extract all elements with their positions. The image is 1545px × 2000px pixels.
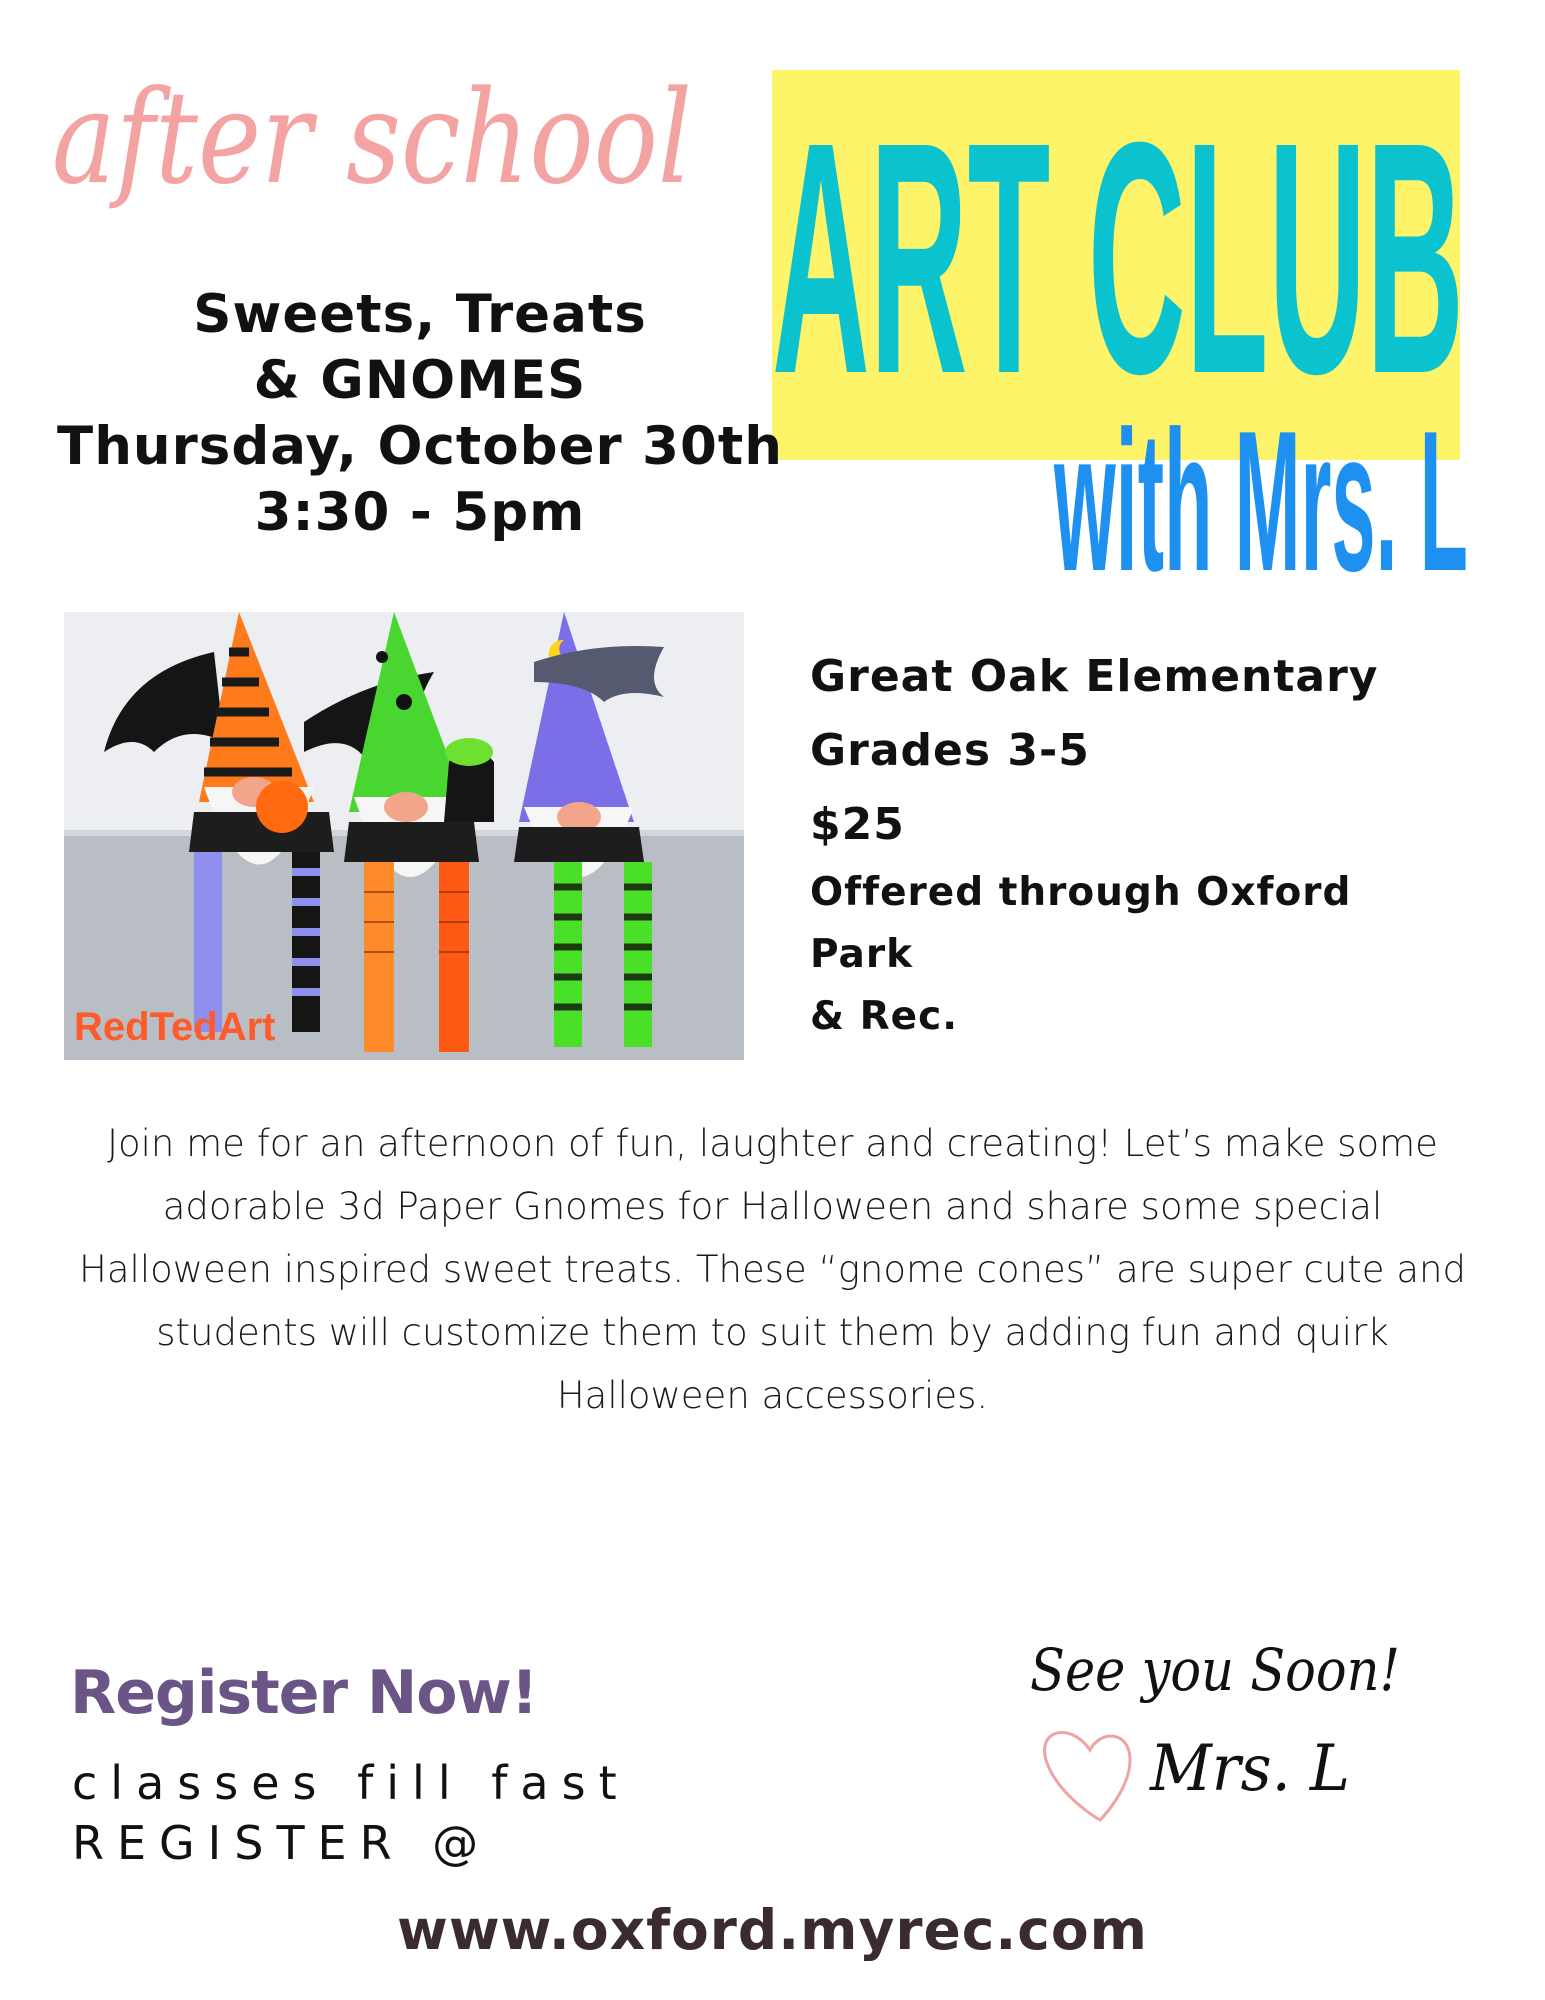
gnome-craft-photo <box>64 612 744 1060</box>
signature <box>1030 1620 1450 1860</box>
register-at-label: REGISTER @ <box>72 1816 492 1870</box>
school-name: Great Oak Elementary <box>810 651 1379 702</box>
event-info <box>40 282 800 546</box>
event-date: Thursday, October 30th <box>57 416 783 477</box>
heart-icon <box>1045 1733 1130 1820</box>
with-mrs-l-title <box>1052 390 1472 613</box>
with-mrs-l-text: with Mrs. L <box>1053 390 1468 613</box>
art-club-text: ART CLUB <box>772 73 1464 442</box>
signature-line-1: See you Soon! <box>1030 1636 1400 1704</box>
event-line-1: Sweets, Treats <box>193 284 647 345</box>
offered-through-line-2: & Rec. <box>810 994 959 1039</box>
grades: Grades 3-5 <box>810 725 1090 776</box>
price: $25 <box>810 799 905 850</box>
signature-line-2: Mrs. L <box>1149 1732 1350 1806</box>
after-school-heading <box>48 52 728 232</box>
event-time: 3:30 - 5pm <box>254 482 586 543</box>
register-now-heading: Register Now! <box>70 1658 538 1728</box>
art-club-title <box>770 73 1470 442</box>
after-school-text: after school <box>52 64 692 213</box>
event-description: Join me for an afternoon of fun, laughter and creating! Let’s make some adorable 3d Paper Gnomes for Halloween and share some special Halloween inspired sweet treats. These “gnome cones” are super cute and students will customize them to suit them by adding fun and quirk Halloween accessories. <box>79 1122 1466 1417</box>
event-details <box>810 640 1450 1048</box>
event-line-2: & GNOMES <box>253 350 587 411</box>
photo-watermark: RedTedArt <box>74 1005 276 1049</box>
classes-fill-fast: classes fill fast <box>72 1756 630 1810</box>
offered-through-line-1: Offered through Oxford Park <box>810 870 1352 977</box>
registration-website[interactable]: www.oxford.myrec.com <box>397 1898 1148 1962</box>
